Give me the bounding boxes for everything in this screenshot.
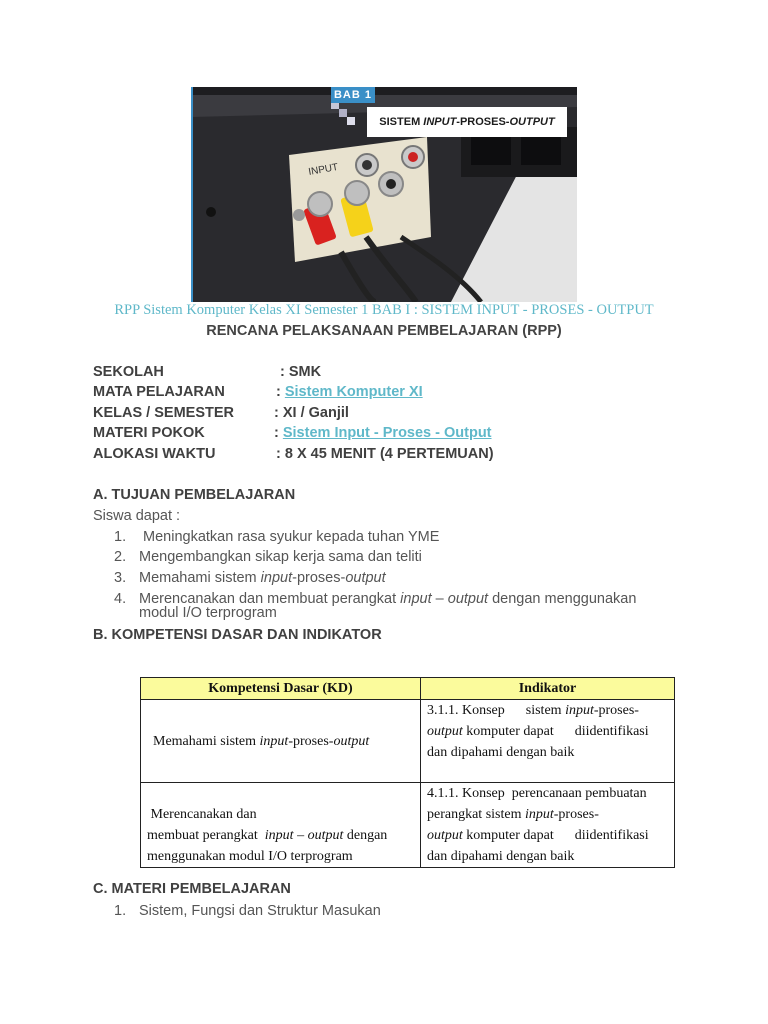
info-mata-pelajaran	[93, 384, 423, 400]
cell-line: Merencanakan dan	[147, 807, 257, 822]
info-sep: :	[274, 425, 283, 441]
list-italic: output	[345, 570, 386, 586]
cell-text: -proses-	[553, 807, 599, 822]
list-text: -proses-	[292, 570, 346, 586]
cell-italic: output	[333, 733, 370, 749]
rpp-title: RENCANA PELAKSANAAN PEMBELAJARAN (RPP)	[206, 323, 562, 339]
hero-title-output: OUTPUT	[509, 116, 555, 128]
hero-image	[191, 87, 577, 302]
cell-text: perangkat sistem	[427, 807, 525, 822]
cell-line	[427, 721, 668, 742]
list-num: 4.	[114, 591, 127, 607]
cell-line: dan dipahami dengan baik	[427, 849, 575, 864]
info-label: ALOKASI WAKTU	[93, 446, 216, 462]
info-sep: :	[276, 384, 285, 400]
table-row	[141, 783, 675, 868]
kd-cell	[141, 783, 421, 868]
cell-text: -proses-	[288, 733, 334, 749]
cell-line	[427, 700, 668, 721]
list-text: Merencanakan dan membuat perangkat	[139, 591, 401, 607]
table-header-indikator: Indikator	[421, 678, 675, 700]
list-item	[114, 570, 386, 586]
cell-line: dan dipahami dengan baik	[427, 745, 575, 760]
panel-label: INPUT	[307, 161, 340, 178]
info-alokasi-waktu	[93, 446, 494, 462]
list-text-line2: modul I/O terprogram	[139, 605, 277, 621]
list-item	[114, 903, 381, 919]
list-italic: output	[447, 591, 489, 607]
section-c-heading: C. MATERI PEMBELAJARAN	[93, 881, 291, 897]
list-num: 1.	[114, 903, 127, 919]
info-label: SEKOLAH	[93, 364, 164, 380]
table-row	[141, 700, 675, 783]
cell-text: komputer dapat diidentifikasi	[462, 828, 649, 843]
info-value: : 8 X 45 MENIT (4 PERTEMUAN)	[276, 446, 494, 462]
materi-pokok-link[interactable]: Sistem Input - Proses - Output	[282, 425, 492, 441]
section-a-heading: A. TUJUAN PEMBELAJARAN	[93, 487, 296, 503]
indikator-cell	[421, 700, 675, 783]
cell-italic: output	[427, 724, 463, 739]
cell-line	[147, 825, 414, 846]
cell-line	[427, 825, 668, 846]
info-value: : SMK	[280, 364, 322, 380]
cell-text: membuat perangkat	[147, 828, 265, 843]
list-italic: input	[400, 591, 432, 607]
cell-italic: input	[565, 703, 594, 718]
indikator-cell	[421, 783, 675, 868]
info-materi-pokok	[93, 425, 492, 441]
cell-text: dengan	[343, 828, 388, 843]
list-item	[114, 591, 636, 621]
hero-title-mid: -PROSES-	[456, 116, 510, 128]
list-item	[114, 529, 439, 545]
info-kelas-semester	[93, 405, 349, 421]
mata-pelajaran-link[interactable]: Sistem Komputer XI	[284, 384, 423, 400]
table-header-row	[141, 678, 675, 700]
cell-text: 3.1.1. Konsep sistem	[427, 703, 566, 718]
cell-text: –	[293, 828, 308, 843]
list-text: Sistem, Fungsi dan Struktur Masukan	[139, 903, 381, 919]
info-label: MATERI POKOK	[93, 425, 205, 441]
cell-italic: input	[524, 807, 554, 822]
list-text: –	[431, 591, 448, 607]
list-text: Mengembangkan sikap kerja sama dan teliti	[139, 549, 422, 565]
kd-cell	[141, 700, 421, 783]
cell-italic: input	[264, 828, 294, 843]
info-sekolah	[93, 364, 322, 380]
bab-tag: BAB 1	[331, 87, 375, 103]
hero-title-prefix: SISTEM	[379, 116, 424, 128]
cell-italic: output	[307, 828, 344, 843]
cell-text: komputer dapat diidentifikasi	[462, 724, 649, 739]
caption-link[interactable]: RPP Sistem Komputer Kelas XI Semester 1 BAB I : SISTEM INPUT - PROSES - OUTPUT	[114, 302, 654, 318]
info-label: KELAS / SEMESTER	[93, 405, 234, 421]
list-num: 2.	[114, 549, 127, 565]
list-num: 1.	[114, 529, 127, 545]
cell-italic: input	[259, 733, 289, 749]
section-b-heading: B. KOMPETENSI DASAR DAN INDIKATOR	[93, 627, 382, 643]
section-a-intro: Siswa dapat :	[93, 508, 181, 524]
info-label: MATA PELAJARAN	[93, 384, 225, 400]
list-text: Meningkatkan rasa syukur kepada tuhan YME	[139, 529, 440, 545]
list-item	[114, 549, 422, 565]
hero-title	[367, 107, 567, 137]
list-num: 3.	[114, 570, 127, 586]
cell-text: -proses-	[593, 703, 639, 718]
cell-line	[427, 804, 668, 825]
list-text: Memahami sistem	[139, 570, 261, 586]
cell-line: menggunakan modul I/O terprogram	[147, 849, 353, 864]
cell-italic: output	[427, 828, 463, 843]
cell-text: Memahami sistem	[153, 733, 260, 749]
hero-title-input: INPUT	[423, 116, 457, 128]
kd-indikator-table	[140, 677, 675, 868]
table-header-kd: Kompetensi Dasar (KD)	[141, 678, 421, 700]
list-text: dengan menggunakan	[488, 591, 637, 607]
list-italic: input	[260, 570, 293, 586]
info-value: : XI / Ganjil	[274, 405, 349, 421]
cell-line: 4.1.1. Konsep perencanaan pembuatan	[427, 786, 647, 801]
